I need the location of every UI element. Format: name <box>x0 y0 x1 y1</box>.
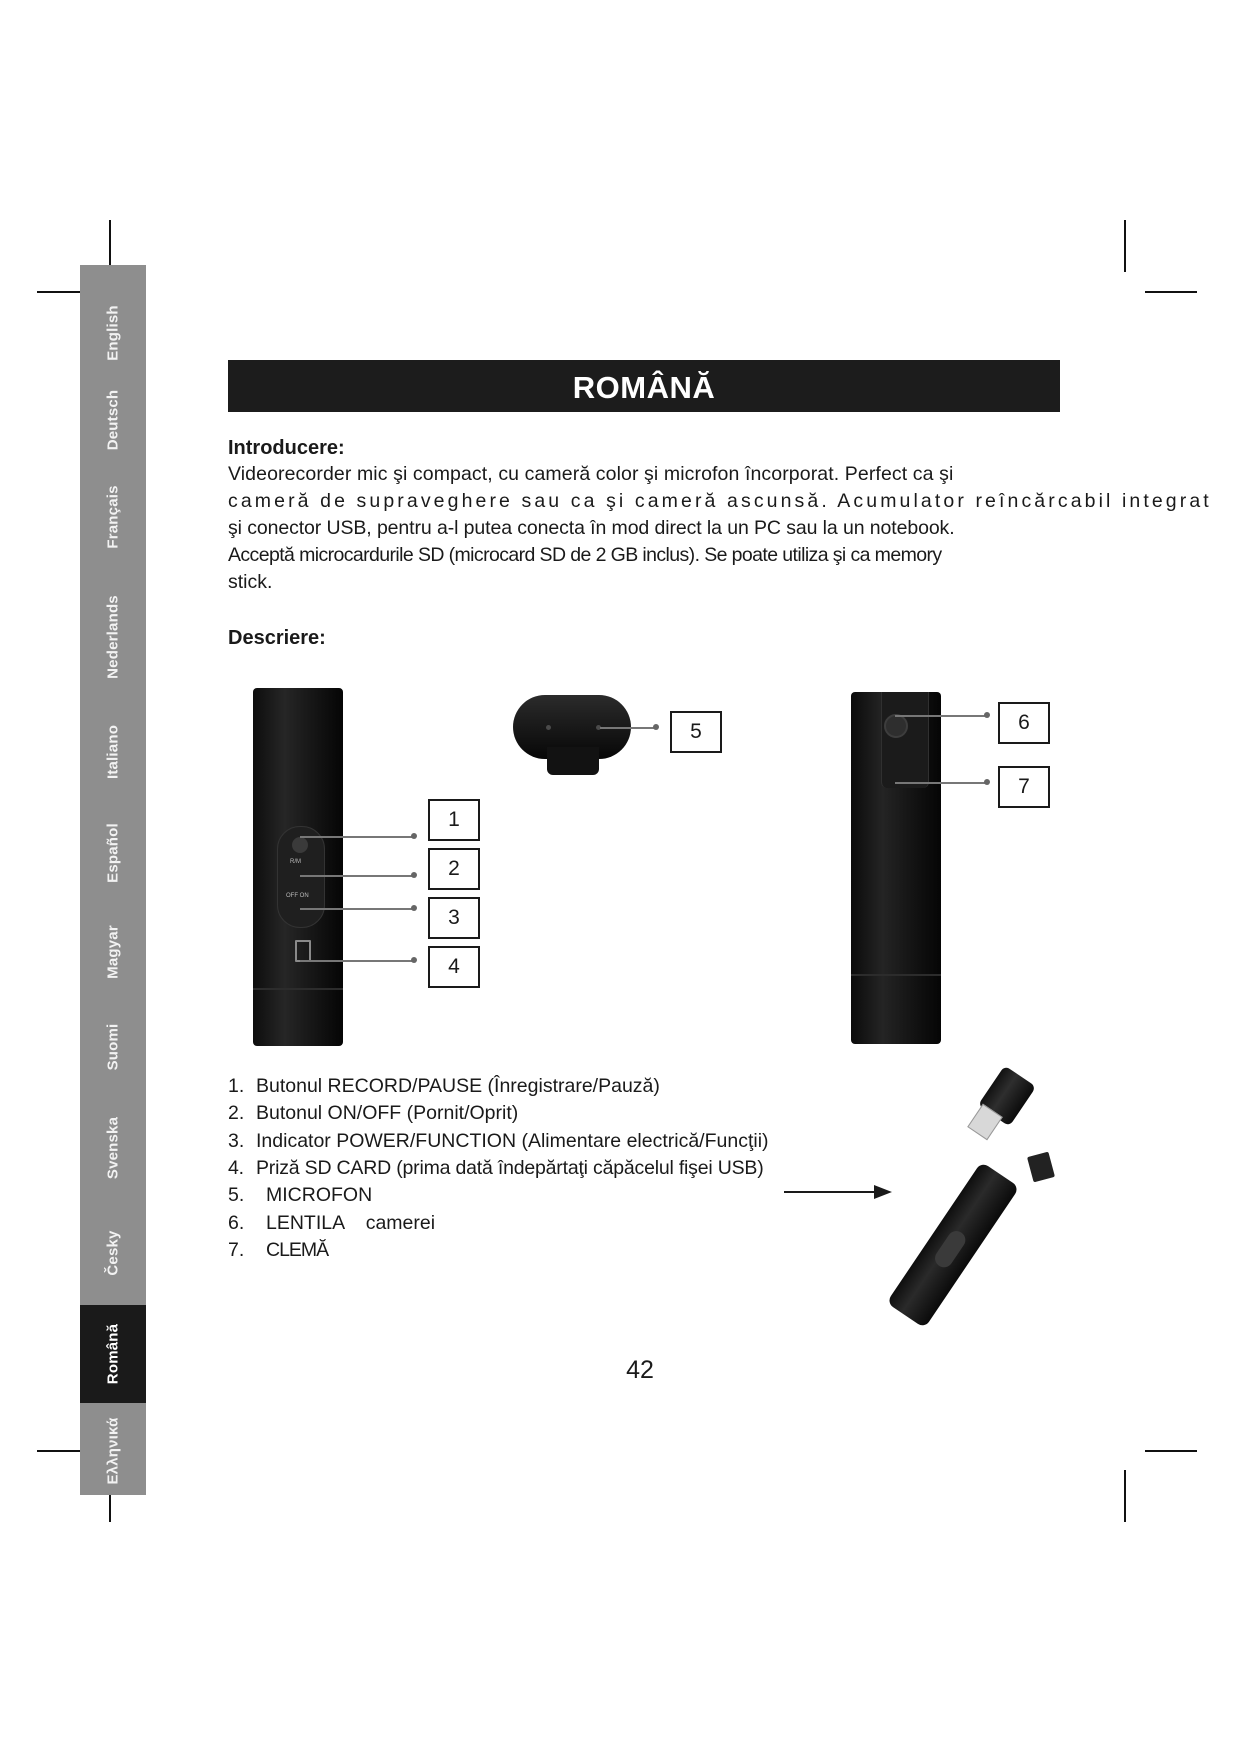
recorder-front-image <box>253 688 343 1046</box>
lang-label: English <box>104 305 122 361</box>
lang-label: Nederlands <box>104 595 122 679</box>
sidebar-lang-nederlands[interactable] <box>80 575 146 699</box>
control-panel <box>277 826 325 928</box>
intro-line: şi conector USB, pentru a-l putea conecta în mod direct la un PC sau la un notebook. <box>228 517 955 539</box>
intro-line: Acceptă microcardurile SD (microcard SD de 2 GB inclus). Se poate utiliza şi ca memory <box>228 544 942 566</box>
lens-image <box>884 714 908 738</box>
callout-box-2: 2 <box>428 848 480 890</box>
sidebar-lang-svenska[interactable] <box>80 1095 146 1201</box>
lang-label: Español <box>104 823 122 883</box>
list-num: 6. <box>228 1212 245 1234</box>
list-text: CLEMĂ <box>266 1239 329 1261</box>
callout-dot-5 <box>653 724 659 730</box>
sidebar-lang-deutsch[interactable] <box>80 377 146 463</box>
lang-label: Česky <box>104 1230 122 1276</box>
sidebar-lang-cesky[interactable] <box>80 1203 146 1303</box>
list-num: 2. <box>228 1102 245 1124</box>
page-title: ROMÂNĂ <box>228 360 1060 412</box>
list-text: Butonul RECORD/PAUSE (Înregistrare/Pauză) <box>256 1075 660 1097</box>
sidebar-lang-francais[interactable] <box>80 465 146 569</box>
lang-label: Italiano <box>104 724 122 780</box>
lang-label: Français <box>104 485 122 549</box>
callout-dot-6 <box>984 712 990 718</box>
callout-dot-3 <box>411 905 417 911</box>
lang-label: Suomi <box>104 1023 122 1071</box>
sidebar-lang-espanol[interactable] <box>80 803 146 903</box>
lang-label: Deutsch <box>104 389 122 451</box>
intro-line: Videorecorder mic şi compact, cu cameră color şi microfon încorporat. Perfect ca şi <box>228 463 954 485</box>
crop-mark <box>1145 291 1197 293</box>
lang-label: Română <box>104 1323 122 1385</box>
callout-line-5 <box>600 727 656 729</box>
sidebar-lang-greek[interactable] <box>80 1405 146 1497</box>
list-num: 1. <box>228 1075 245 1097</box>
crop-mark <box>1124 220 1126 272</box>
callout-dot-7 <box>984 779 990 785</box>
cap-seam <box>851 974 941 976</box>
list-item <box>228 1102 518 1125</box>
clip-image <box>881 692 929 788</box>
microsd-card-image <box>1027 1152 1055 1183</box>
record-button-image <box>292 837 308 853</box>
callout-box-3: 3 <box>428 897 480 939</box>
panel-label-rec: R/M <box>290 859 301 865</box>
cap-seam <box>253 988 343 990</box>
sidebar-lang-english[interactable] <box>80 295 146 371</box>
sidebar-lang-suomi[interactable] <box>80 1001 146 1093</box>
sd-card-icon <box>295 940 311 962</box>
crop-mark <box>1124 1470 1126 1522</box>
callout-dot-2 <box>411 872 417 878</box>
callout-line-2 <box>300 875 414 877</box>
intro-line: stick. <box>228 571 273 593</box>
description-heading: Descriere: <box>228 627 326 649</box>
list-item <box>228 1130 769 1153</box>
callout-line-3 <box>300 908 414 910</box>
sidebar-lang-magyar[interactable] <box>80 905 146 999</box>
list-text: Indicator POWER/FUNCTION (Alimentare electrică/Funcţii) <box>256 1130 769 1152</box>
list-item <box>228 1157 764 1180</box>
callout-line-1 <box>300 836 414 838</box>
list-num: 5. <box>228 1184 245 1206</box>
list-item <box>228 1212 435 1235</box>
sidebar-lang-romana[interactable] <box>80 1305 146 1403</box>
crop-mark <box>1145 1450 1197 1452</box>
callout-box-6: 6 <box>998 702 1050 744</box>
sidebar-lang-italiano[interactable] <box>80 703 146 801</box>
callout-box-1: 1 <box>428 799 480 841</box>
usb-button-image <box>932 1228 969 1271</box>
list-item <box>228 1239 328 1262</box>
lang-label: Magyar <box>104 925 122 979</box>
arrow-line <box>784 1191 876 1193</box>
list-text: LENTILA camerei <box>266 1212 436 1234</box>
usb-plug-image <box>547 747 599 775</box>
list-text: Priză SD CARD (prima dată îndepărtaţi căpăcelul fişei USB) <box>256 1157 764 1179</box>
lang-label: Ελληνικά <box>104 1417 122 1485</box>
usb-stick-image <box>870 1110 1070 1310</box>
intro-line: cameră de supraveghere sau ca şi cameră ascunsă. Acumulator reîncărcabil integrat <box>228 490 1212 512</box>
callout-box-4: 4 <box>428 946 480 988</box>
callout-box-7: 7 <box>998 766 1050 808</box>
microphone-hole <box>546 725 551 730</box>
language-sidebar <box>80 265 146 1495</box>
list-item <box>228 1184 372 1207</box>
intro-heading: Introducere: <box>228 437 345 459</box>
list-text: Butonul ON/OFF (Pornit/Oprit) <box>256 1102 519 1124</box>
list-num: 7. <box>228 1239 245 1261</box>
list-text: MICROFON <box>266 1184 373 1206</box>
list-num: 3. <box>228 1130 245 1152</box>
panel-label-power: OFF ON <box>286 893 309 899</box>
callout-line-6 <box>895 715 987 717</box>
page-number: 42 <box>626 1356 654 1384</box>
usb-body-image <box>886 1162 1019 1329</box>
recorder-back-image <box>851 692 941 1044</box>
callout-dot-4 <box>411 957 417 963</box>
list-item <box>228 1075 660 1098</box>
lang-label: Svenska <box>104 1116 122 1180</box>
callout-dot-1 <box>411 833 417 839</box>
callout-line-4 <box>300 960 414 962</box>
callout-line-7 <box>895 782 987 784</box>
callout-box-5: 5 <box>670 711 722 753</box>
list-num: 4. <box>228 1157 244 1179</box>
